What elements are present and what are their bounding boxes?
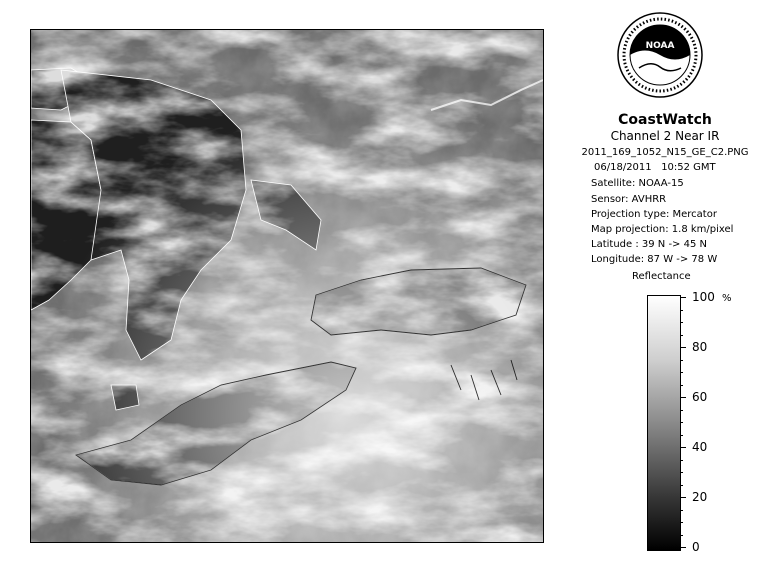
colorbar-minor-tick [680, 322, 683, 323]
satellite-image [30, 29, 544, 543]
colorbar-minor-tick [680, 472, 683, 473]
colorbar-major-tick [680, 347, 686, 348]
sensor-label: Sensor: AVHRR [591, 194, 667, 205]
colorbar-tick-label: 60 [692, 390, 708, 404]
map-projection: Map projection: 1.8 km/pixel [591, 224, 734, 235]
image-filename: 2011_169_1052_N15_GE_C2.PNG [581, 147, 749, 158]
colorbar-tick-label: 80 [692, 340, 708, 354]
colorbar-major-tick [680, 497, 686, 498]
colorbar-title: Reflectance [632, 271, 691, 282]
colorbar-tick-label: 100 [692, 290, 715, 304]
colorbar-minor-tick [680, 360, 683, 361]
logo-text: NOAA [645, 41, 675, 51]
colorbar-tick-label: 0 [692, 540, 700, 554]
colorbar-minor-tick [680, 535, 683, 536]
reflectance-colorbar [647, 295, 681, 551]
colorbar-minor-tick [680, 510, 683, 511]
colorbar-minor-tick [680, 435, 683, 436]
satellite-label: Satellite: NOAA-15 [591, 178, 684, 189]
channel-label: Channel 2 Near IR [610, 129, 720, 143]
colorbar-minor-tick [680, 522, 683, 523]
colorbar-tick-label: 40 [692, 440, 708, 454]
colorbar-minor-tick [680, 335, 683, 336]
colorbar-major-tick [680, 297, 686, 298]
colorbar-minor-tick [680, 460, 683, 461]
map-canvas [31, 30, 543, 542]
product-name: CoastWatch [618, 112, 712, 128]
projection-type: Projection type: Mercator [591, 209, 717, 220]
colorbar-major-tick [680, 397, 686, 398]
colorbar-minor-tick [680, 372, 683, 373]
colorbar-minor-tick [680, 422, 683, 423]
colorbar-tick-label: 20 [692, 490, 708, 504]
colorbar-minor-tick [680, 410, 683, 411]
longitude-range: Longitude: 87 W -> 78 W [591, 254, 718, 265]
colorbar-minor-tick [680, 385, 683, 386]
colorbar-unit: % [722, 293, 732, 304]
colorbar-minor-tick [680, 310, 683, 311]
acquisition-datetime [594, 160, 716, 175]
noaa-logo [617, 12, 703, 98]
acquisition-date: 06/18/2011 [594, 162, 652, 173]
latitude-range: Latitude : 39 N -> 45 N [591, 239, 707, 250]
colorbar-major-tick [680, 547, 686, 548]
acquisition-time: 10:52 GMT [661, 162, 716, 173]
colorbar-minor-tick [680, 485, 683, 486]
colorbar-major-tick [680, 447, 686, 448]
